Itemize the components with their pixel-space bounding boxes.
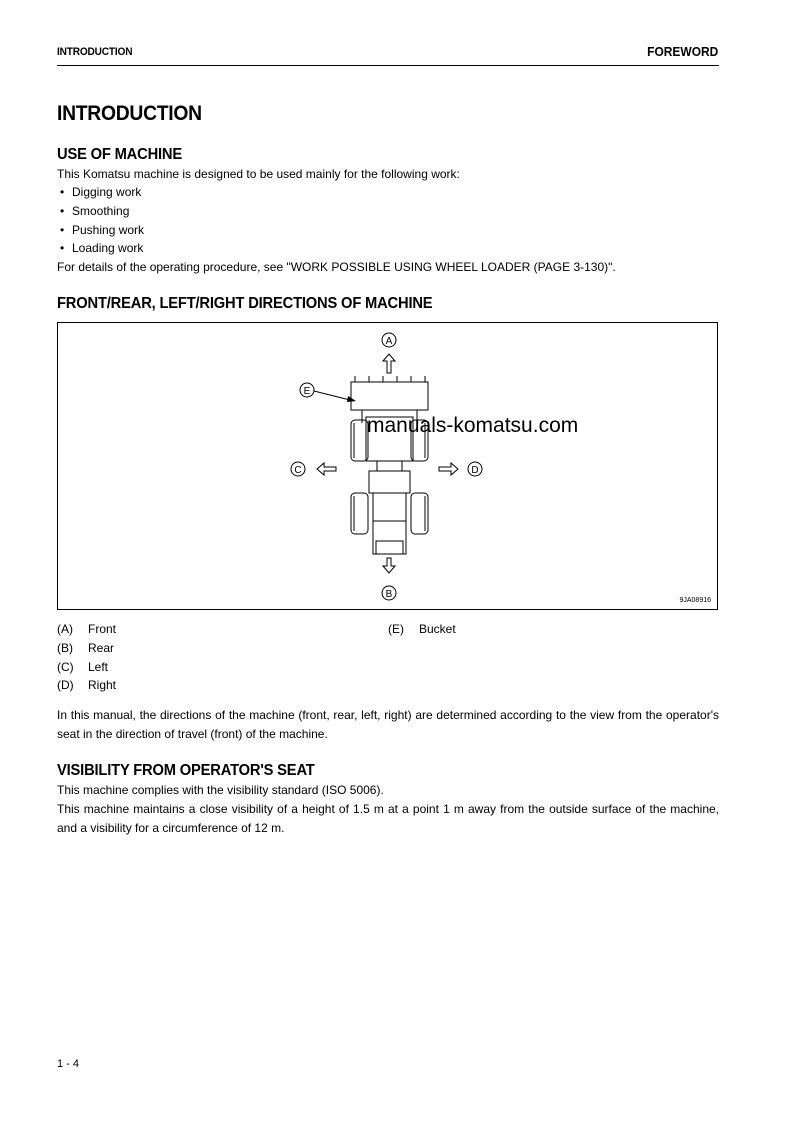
header-section-label: INTRODUCTION xyxy=(57,46,133,58)
articulation-joint xyxy=(377,461,402,471)
legend-key: (D) xyxy=(57,678,74,692)
work-list-item xyxy=(60,185,141,199)
page-number: 1 - 4 xyxy=(57,1058,80,1070)
label-b-text: B xyxy=(385,589,393,600)
work-list-item-text: Pushing work xyxy=(72,223,145,237)
right-arrow xyxy=(439,463,458,475)
work-list-item xyxy=(60,223,144,237)
wheel-loader-diagram xyxy=(58,323,717,609)
rear-arrow xyxy=(383,558,395,573)
use-of-machine-intro: This Komatsu machine is designed to be used mainly for the following work: xyxy=(57,167,460,181)
work-list-item-text: Smoothing xyxy=(72,204,130,218)
header-rule xyxy=(57,65,719,66)
legend-value: Left xyxy=(88,660,109,674)
counterweight xyxy=(376,541,403,554)
machine-directions-figure xyxy=(57,322,718,610)
figure-code: 9JA08916 xyxy=(679,597,711,604)
watermark: manuals-komatsu.com xyxy=(367,414,579,437)
legend-key: (E) xyxy=(388,622,404,636)
left-arrow xyxy=(317,463,336,475)
header-chapter-label: FOREWORD xyxy=(646,44,718,59)
visibility-details-text: This machine maintains a close visibility of a height of 1.5 m at a point 1 m away from the outside surface of the machine, and a visibility for a circumference of 12 m. xyxy=(57,802,719,835)
label-d-text: D xyxy=(471,465,479,476)
legend-value: Rear xyxy=(88,641,115,655)
directions-description: In this manual, the directions of the machine (front, rear, left, right) are determined according to the view from the operator's seat in the direction of travel (front) of the machine. xyxy=(57,708,719,741)
directions-heading: FRONT/REAR, LEFT/RIGHT DIRECTIONS OF MACHINE xyxy=(57,295,433,312)
cab xyxy=(373,493,406,521)
rear-frame xyxy=(369,471,410,493)
visibility-heading: VISIBILITY FROM OPERATOR'S SEAT xyxy=(57,762,315,779)
label-a-text: A xyxy=(385,336,393,347)
legend-value: Front xyxy=(88,622,117,636)
legend-key: (A) xyxy=(57,622,73,636)
work-list-item-text: Loading work xyxy=(72,241,144,255)
use-of-machine-heading: USE OF MACHINE xyxy=(57,146,183,163)
legend-key: (B) xyxy=(57,641,73,655)
operating-procedure-reference: For details of the operating procedure, see "WORK POSSIBLE USING WHEEL LOADER (PAGE 3-130)". xyxy=(57,260,616,274)
bucket-outline xyxy=(351,382,428,410)
legend-value: Right xyxy=(88,678,117,692)
legend-value: Bucket xyxy=(419,622,456,636)
page-title: INTRODUCTION xyxy=(57,102,202,125)
work-list-item xyxy=(60,241,143,255)
legend-key: (C) xyxy=(57,660,74,674)
label-e-text: E xyxy=(303,386,311,397)
engine-hood xyxy=(373,521,406,554)
work-list-item xyxy=(60,204,129,218)
visibility-standard-text: This machine complies with the visibility standard (ISO 5006). xyxy=(57,783,384,797)
front-arrow xyxy=(383,354,395,373)
work-list-item-text: Digging work xyxy=(72,185,142,199)
label-c-text: C xyxy=(294,465,302,476)
